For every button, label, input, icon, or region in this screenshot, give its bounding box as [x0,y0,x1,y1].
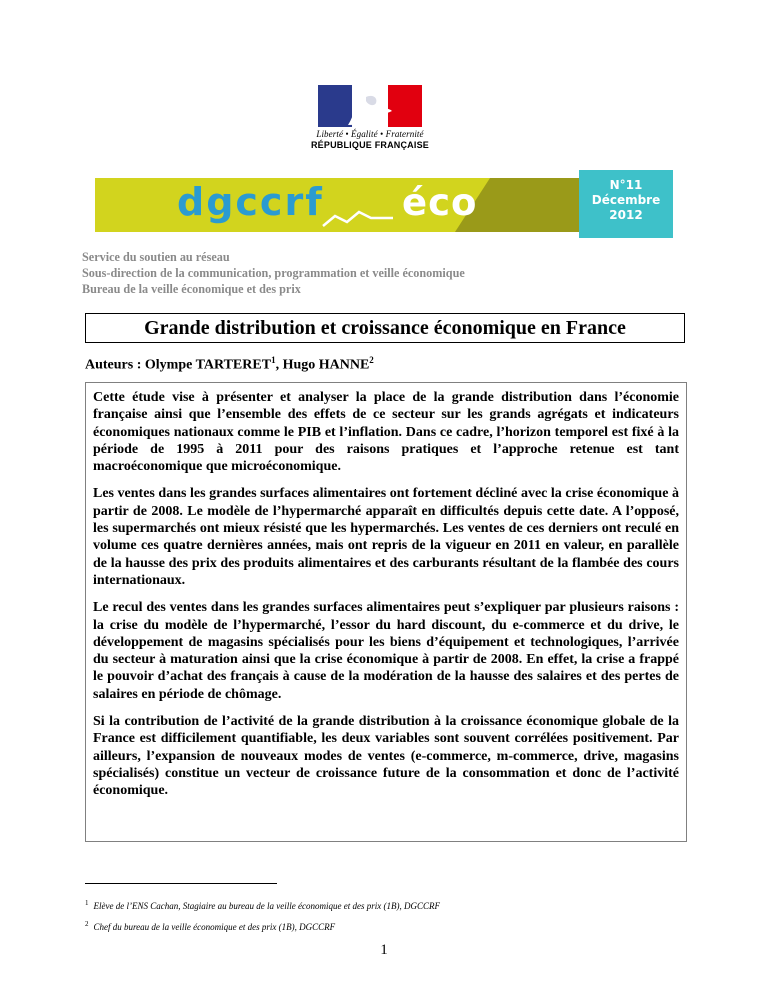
service-line: Bureau de la veille économique et des prix [82,282,301,296]
footnote-number: 2 [85,920,89,928]
wave-line-icon [323,212,393,226]
footnote-ref-2: 2 [369,355,374,365]
footnote-1 [85,899,440,911]
republic-motto: Liberté • Égalité • Fraternité [316,129,424,139]
document-title: Grande distribution et croissance économique en France [85,313,685,343]
issue-month: Décembre [591,193,661,207]
footnote-number: 1 [85,899,89,907]
authors-second: , Hugo HANNE [275,357,370,373]
service-line: Service du soutien au réseau [82,250,230,264]
footnote-divider [85,883,277,884]
summary-paragraph: Si la contribution de l’activité de la grande distribution à la croissance économique globale de la France est difficilement quantifiable, les deux variables sont souvent corrélées positivement. Par ailleurs, l’expansion de nouveaux modes de ventes (e-commerce, m-commerce, drive, magasins spécialisés) constitue un vecteur de croissance future de la consommation et donc de l’activité économique. [93,714,679,799]
summary-paragraph: Les ventes dans les grandes surfaces alimentaires ont fortement décliné avec la crise économique à partir de 2008. Le modèle de l’hypermarché apparaît en difficultés depuis cette date. A l’opposé, les supermarchés ont mieux résisté que les hypermarchés. Les ventes de ces derniers ont reculé en volume ces quatre dernières années, mais ont repris de la vigueur en 2011 en valeur, en parallèle de la hausse des prix des produits alimentaires et des carburants résultant de la flambée des cours internationaux. [93,486,679,588]
republique-francaise-label: RÉPUBLIQUE FRANÇAISE [310,140,429,150]
banner-shapes [95,178,580,232]
service-line: Sous-direction de la communication, programmation et veille économique [82,266,465,280]
summary-paragraph: Le recul des ventes dans les grandes surfaces alimentaires peut s’expliquer par plusieurs raisons : la crise du modèle de l’hypermarché, l’essor du hard discount, du e-commerce et du drive, le développement de magasins spécialisés pour les biens d’équipement et technologiques, l’arrivée du secteur à maturation ainsi que la crise économique à partir de 2008. En effet, la crise a frappé le pouvoir d’achat des français à cause de la modération de la hausse des salaires et des pertes de salaires en période de chômage. [93,600,679,702]
authors-label: Auteurs : Olympe TARTERET [85,357,272,373]
issue-year: 2012 [609,208,643,222]
authors-line [85,355,374,374]
dgccrf-eco-banner [95,170,673,238]
issue-badge [579,170,673,238]
issue-number: N°11 [609,178,643,192]
marianne-logo [305,85,435,155]
page-number: 1 [380,942,388,958]
summary-paragraph: Cette étude vise à présenter et analyser la place de la grande distribution dans l’économie française ainsi que l’ensemble des effets de ce secteur sur les grands agrégats et indicateurs économiques nationaux comme le PIB et l’inflation. Dans ce cadre, l’horizon temporel est fixé à la période de 1995 à 2011 pour des raisons pratiques et l’approche retenue est tant macroéconomique que microéconomique. [93,390,679,475]
summary-box [85,382,687,842]
banner-background [95,178,580,232]
brand-dgccrf: dgccrf [177,180,324,224]
footnote-text: Chef du bureau de la veille économique et des prix (1B), DGCCRF [93,922,336,932]
brand-eco: éco [402,181,478,224]
footnote-2 [85,920,335,932]
footnote-text: Elève de l’ENS Cachan, Stagiaire au bureau de la veille économique et des prix (1B), DGCCRF [93,901,440,911]
service-block [82,249,465,297]
footnote-ref-1: 1 [271,355,276,365]
tricolor-flag-icon [318,85,422,127]
